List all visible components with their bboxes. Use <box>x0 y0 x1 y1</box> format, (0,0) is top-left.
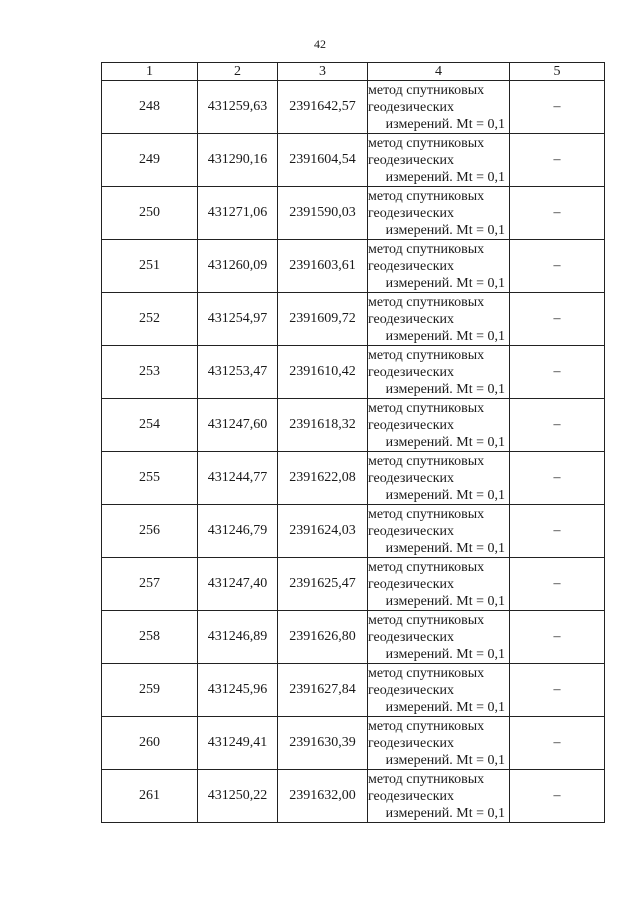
method-description <box>368 134 510 187</box>
method-line: измерений. Mt = 0,1 <box>385 275 505 291</box>
point-number: 256 <box>102 505 198 558</box>
note-dash: – <box>510 770 605 823</box>
coordinate-y: 2391610,42 <box>278 346 368 399</box>
header-row <box>102 63 605 81</box>
note-dash: – <box>510 399 605 452</box>
point-number: 257 <box>102 558 198 611</box>
coordinate-x: 431247,60 <box>198 399 278 452</box>
table-row <box>102 505 605 558</box>
note-dash: – <box>510 187 605 240</box>
coordinate-y: 2391622,08 <box>278 452 368 505</box>
method-line: метод спутниковых <box>368 400 485 416</box>
method-line: геодезических <box>368 576 455 592</box>
note-dash: – <box>510 81 605 134</box>
method-line: геодезических <box>368 417 455 433</box>
method-line: метод спутниковых <box>368 506 485 522</box>
coordinate-x: 431244,77 <box>198 452 278 505</box>
method-line: геодезических <box>368 788 455 804</box>
column-header-4: 4 <box>368 63 510 81</box>
point-number: 259 <box>102 664 198 717</box>
method-description <box>368 240 510 293</box>
table-row <box>102 187 605 240</box>
point-number: 255 <box>102 452 198 505</box>
table-row <box>102 293 605 346</box>
method-line: метод спутниковых <box>368 294 485 310</box>
method-line: метод спутниковых <box>368 612 485 628</box>
method-line: метод спутниковых <box>368 559 485 575</box>
method-line: измерений. Mt = 0,1 <box>385 222 505 238</box>
point-number: 248 <box>102 81 198 134</box>
method-line: измерений. Mt = 0,1 <box>385 434 505 450</box>
coordinate-y: 2391642,57 <box>278 81 368 134</box>
table-row <box>102 81 605 134</box>
coordinate-y: 2391609,72 <box>278 293 368 346</box>
coordinate-y: 2391632,00 <box>278 770 368 823</box>
coordinate-y: 2391625,47 <box>278 558 368 611</box>
method-description <box>368 770 510 823</box>
method-description <box>368 293 510 346</box>
method-description <box>368 717 510 770</box>
table-row <box>102 134 605 187</box>
coordinate-y: 2391590,03 <box>278 187 368 240</box>
coordinate-y: 2391627,84 <box>278 664 368 717</box>
point-number: 261 <box>102 770 198 823</box>
note-dash: – <box>510 134 605 187</box>
point-number: 253 <box>102 346 198 399</box>
point-number: 252 <box>102 293 198 346</box>
method-line: метод спутниковых <box>368 665 485 681</box>
method-description <box>368 664 510 717</box>
point-number: 258 <box>102 611 198 664</box>
method-line: измерений. Mt = 0,1 <box>385 805 505 821</box>
coordinate-x: 431250,22 <box>198 770 278 823</box>
table-row <box>102 611 605 664</box>
coordinate-x: 431246,79 <box>198 505 278 558</box>
table-row <box>102 240 605 293</box>
method-line: метод спутниковых <box>368 82 485 98</box>
coordinates-table <box>101 62 605 823</box>
note-dash: – <box>510 717 605 770</box>
note-dash: – <box>510 346 605 399</box>
method-line: измерений. Mt = 0,1 <box>385 328 505 344</box>
method-line: геодезических <box>368 682 455 698</box>
table-row <box>102 717 605 770</box>
note-dash: – <box>510 452 605 505</box>
method-line: метод спутниковых <box>368 718 485 734</box>
method-line: метод спутниковых <box>368 188 485 204</box>
coordinate-x: 431259,63 <box>198 81 278 134</box>
note-dash: – <box>510 611 605 664</box>
column-header-1: 1 <box>102 63 198 81</box>
point-number: 249 <box>102 134 198 187</box>
note-dash: – <box>510 293 605 346</box>
table-body <box>102 81 605 823</box>
method-line: измерений. Mt = 0,1 <box>385 169 505 185</box>
coordinate-y: 2391624,03 <box>278 505 368 558</box>
point-number: 254 <box>102 399 198 452</box>
method-line: метод спутниковых <box>368 241 485 257</box>
note-dash: – <box>510 558 605 611</box>
point-number: 260 <box>102 717 198 770</box>
table-header <box>102 63 605 81</box>
coordinate-x: 431290,16 <box>198 134 278 187</box>
coordinate-y: 2391603,61 <box>278 240 368 293</box>
note-dash: – <box>510 505 605 558</box>
method-description <box>368 187 510 240</box>
note-dash: – <box>510 664 605 717</box>
coordinate-x: 431246,89 <box>198 611 278 664</box>
coordinate-x: 431247,40 <box>198 558 278 611</box>
method-description <box>368 81 510 134</box>
coordinate-x: 431245,96 <box>198 664 278 717</box>
method-line: геодезических <box>368 258 455 274</box>
method-line: измерений. Mt = 0,1 <box>385 593 505 609</box>
method-line: геодезических <box>368 629 455 645</box>
table-row <box>102 558 605 611</box>
method-line: геодезических <box>368 152 455 168</box>
table-row <box>102 770 605 823</box>
method-line: метод спутниковых <box>368 347 485 363</box>
method-line: метод спутниковых <box>368 453 485 469</box>
table-row <box>102 664 605 717</box>
method-line: измерений. Mt = 0,1 <box>385 646 505 662</box>
coordinate-y: 2391604,54 <box>278 134 368 187</box>
coordinate-x: 431260,09 <box>198 240 278 293</box>
method-line: геодезических <box>368 205 455 221</box>
point-number: 250 <box>102 187 198 240</box>
coordinate-x: 431253,47 <box>198 346 278 399</box>
method-line: геодезических <box>368 99 455 115</box>
coordinate-x: 431254,97 <box>198 293 278 346</box>
method-description <box>368 558 510 611</box>
method-description <box>368 611 510 664</box>
point-number: 251 <box>102 240 198 293</box>
table-row <box>102 346 605 399</box>
method-line: измерений. Mt = 0,1 <box>385 487 505 503</box>
column-header-2: 2 <box>198 63 278 81</box>
column-header-3: 3 <box>278 63 368 81</box>
coordinate-x: 431249,41 <box>198 717 278 770</box>
column-header-5: 5 <box>510 63 605 81</box>
note-dash: – <box>510 240 605 293</box>
method-line: метод спутниковых <box>368 135 485 151</box>
method-line: измерений. Mt = 0,1 <box>385 699 505 715</box>
coordinate-x: 431271,06 <box>198 187 278 240</box>
table-row <box>102 399 605 452</box>
method-description <box>368 399 510 452</box>
method-line: измерений. Mt = 0,1 <box>385 116 505 132</box>
method-line: геодезических <box>368 311 455 327</box>
method-line: метод спутниковых <box>368 771 485 787</box>
method-line: геодезических <box>368 364 455 380</box>
table-row <box>102 452 605 505</box>
method-line: измерений. Mt = 0,1 <box>385 752 505 768</box>
page-number: 42 <box>314 37 326 51</box>
method-line: геодезических <box>368 523 455 539</box>
method-line: измерений. Mt = 0,1 <box>385 381 505 397</box>
method-description <box>368 505 510 558</box>
coordinate-y: 2391630,39 <box>278 717 368 770</box>
coordinate-y: 2391626,80 <box>278 611 368 664</box>
method-description <box>368 452 510 505</box>
method-line: геодезических <box>368 735 455 751</box>
method-line: геодезических <box>368 470 455 486</box>
method-description <box>368 346 510 399</box>
coordinate-y: 2391618,32 <box>278 399 368 452</box>
method-line: измерений. Mt = 0,1 <box>385 540 505 556</box>
